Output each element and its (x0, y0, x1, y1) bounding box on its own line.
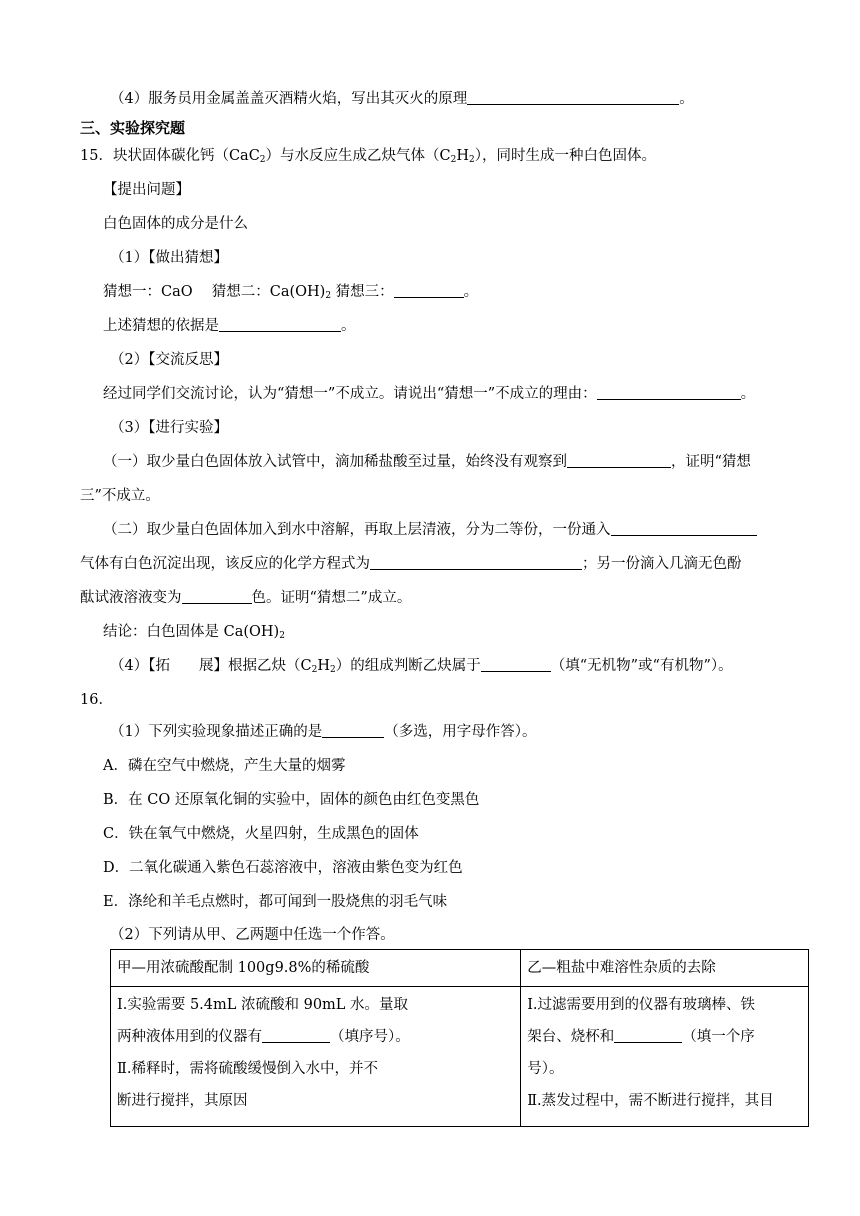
answer-blank[interactable] (262, 1027, 330, 1043)
answer-blank[interactable] (567, 452, 671, 468)
table-head-right: 乙—粗盐中难溶性杂质的去除 (521, 950, 809, 987)
question-text: 白色固体的成分是什么 (103, 216, 248, 232)
option-c: C．铁在氧气中燃烧，火星四射，生成黑色的固体 (103, 826, 419, 842)
answer-blank[interactable] (394, 282, 464, 298)
section-title: 三、实验探究题 (80, 119, 186, 137)
answer-blank[interactable] (322, 722, 384, 738)
reflect-head: （2）【交流反思】 (110, 352, 228, 368)
option-b: B．在 CO 还原氧化铜的实验中，固体的颜色由红色变黑色 (103, 792, 480, 808)
answer-blank[interactable] (614, 1027, 682, 1043)
choice-table (110, 949, 809, 1127)
conclusion: 结论：白色固体是 $Ca(OH)_2$ (103, 624, 285, 641)
answer-blank[interactable] (481, 656, 551, 672)
experiment-2-cont: 气体有白色沉淀出现，该反应的化学方程式为 ；另一份滴入几滴无色酚 (80, 556, 742, 572)
q14-part4: （4）服务员用金属盖盖灭酒精火焰，写出其灭火的原理 。 (110, 91, 694, 107)
experiment-2-cont2: 酞试液溶液变为 色。证明“猜想二”成立。 (80, 590, 412, 606)
extension: （4）【拓 展】根据乙炔$(C_2H_2)$的组成判断乙炔属于 （填“无机物”或“有机物”）。 (110, 658, 733, 675)
guess-basis: 上述猜想的依据是 。 (103, 318, 356, 334)
experiment-1-cont: 三”不成立。 (80, 488, 160, 504)
option-a: A．磷在空气中燃烧，产生大量的烟雾 (103, 758, 346, 774)
guesses: 猜想一：CaO 猜想二：$Ca(OH)_2$ 猜想三： 。 (103, 284, 479, 301)
answer-blank[interactable] (597, 384, 741, 400)
reflect-text: 经过同学们交流讨论，认为“猜想一”不成立。请说出“猜想一”不成立的理由： 。 (103, 386, 756, 402)
q16-part2: （2）下列请从甲、乙两题中任选一个作答。 (110, 927, 395, 943)
q16-number: 16． (80, 692, 113, 708)
answer-blank[interactable] (467, 89, 679, 105)
experiment-1: （一）取少量白色固体放入试管中，滴加稀盐酸至过量，始终没有观察到 ，证明“猜想 (103, 454, 751, 470)
answer-blank[interactable] (182, 588, 252, 604)
table-head-left: 甲—用浓硫酸配制 100g9.8%的稀硫酸 (111, 950, 521, 987)
guess-head: （1）【做出猜想】 (110, 250, 228, 266)
experiment-head: （3）【进行实验】 (110, 420, 228, 436)
table-cell-right: Ⅰ.过滤需要用到的仪器有玻璃棒、铁 架台、烧杯和 （填一个序 号）。 Ⅱ.蒸发过程中，需不断进行搅拌，其目 (521, 987, 809, 1127)
answer-blank[interactable] (370, 554, 582, 570)
answer-blank[interactable] (219, 316, 341, 332)
experiment-2: （二）取少量白色固体加入到水中溶解，再取上层清液，分为二等份，一份通入 (103, 520, 757, 540)
option-d: D．二氧化碳通入紫色石蕊溶液中，溶液由紫色变为红色 (103, 860, 463, 876)
answer-blank[interactable] (611, 520, 757, 536)
raise-question-head: 【提出问题】 (103, 182, 190, 198)
table-cell-left: Ⅰ.实验需要 5.4mL 浓硫酸和 90mL 水。量取 两种液体用到的仪器有 （填序号）。 Ⅱ.稀释时，需将硫酸缓慢倒入水中，并不 断进行搅拌，其原因 (111, 987, 521, 1127)
option-e: E．涤纶和羊毛点燃时，都可闻到一股烧焦的羽毛气味 (103, 894, 448, 910)
q16-part1: （1）下列实验现象描述正确的是 （多选，用字母作答）。 (110, 724, 537, 740)
q15-intro: 15．块状固体碳化钙（CaC$_2$）与水反应生成乙炔气体$(C_2H_2)$，同时生成一种白色固体。 (80, 148, 656, 165)
